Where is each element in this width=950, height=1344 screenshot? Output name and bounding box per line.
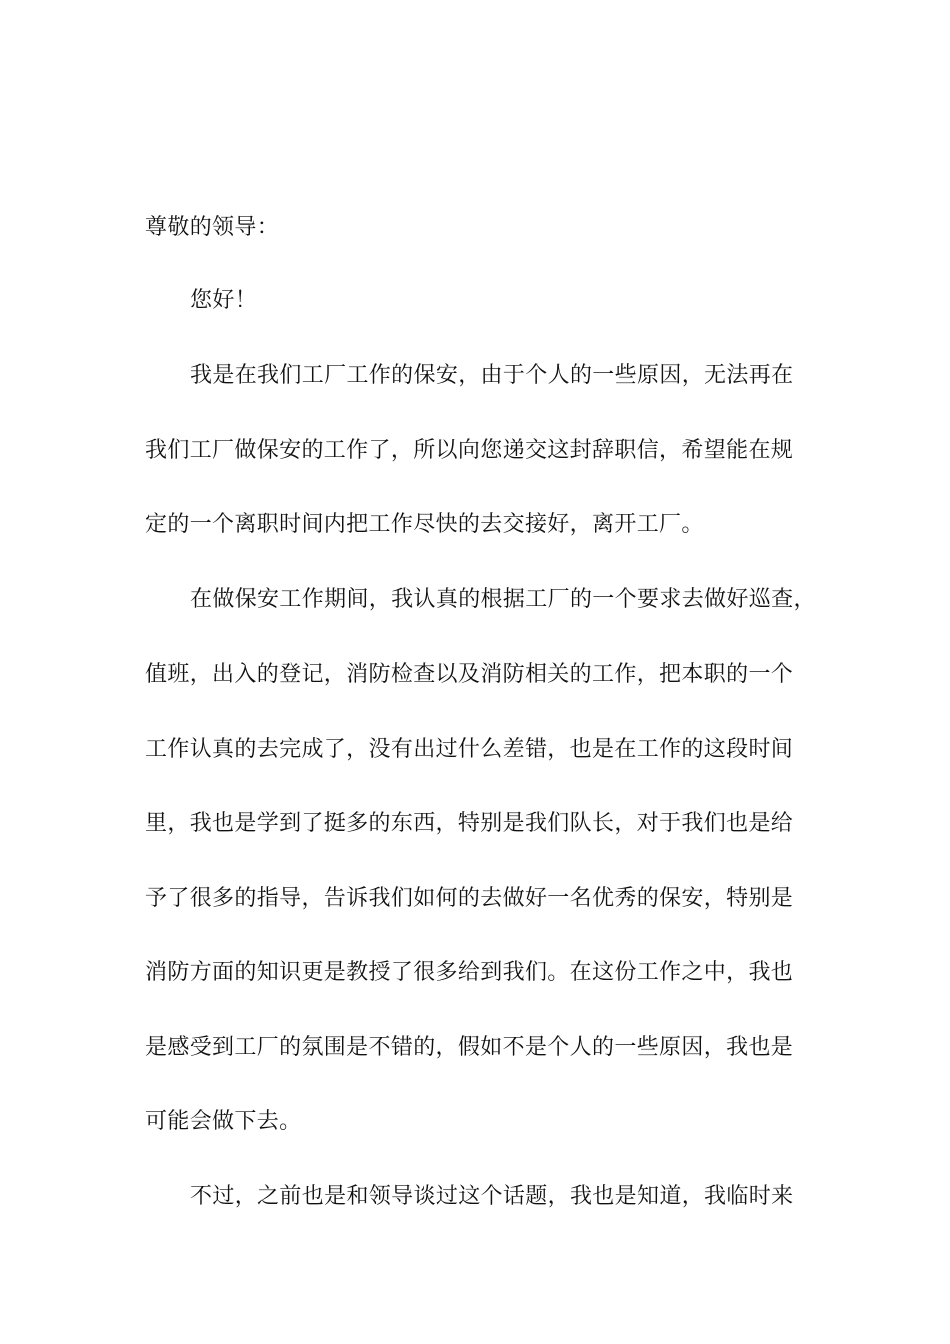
paragraph-2-line-4: 里，我也是学到了挺多的东西，特别是我们队长，对于我们也是给	[145, 811, 794, 836]
greeting: 您好！	[190, 288, 258, 313]
paragraph-1-line-1: 我是在我们工厂工作的保安，由于个人的一些原因，无法再在	[190, 363, 794, 388]
paragraph-2-line-6: 消防方面的知识更是教授了很多给到我们。在这份工作之中，我也	[145, 960, 794, 985]
paragraph-3-line-1: 不过，之前也是和领导谈过这个话题，我也是知道，我临时来	[190, 1184, 794, 1209]
salutation: 尊敬的领导：	[145, 215, 280, 240]
paragraph-2-line-3: 工作认真的去完成了，没有出过什么差错，也是在工作的这段时间	[145, 737, 794, 762]
paragraph-2-line-1: 在做保安工作期间，我认真的根据工厂的一个要求去做好巡查，	[190, 587, 816, 612]
paragraph-1-line-2: 我们工厂做保安的工作了，所以向您递交这封辞职信，希望能在规	[145, 438, 794, 463]
paragraph-1-line-3: 定的一个离职时间内把工作尽快的去交接好，离开工厂。	[145, 512, 704, 537]
paragraph-2-line-8: 可能会做下去。	[145, 1109, 302, 1134]
paragraph-2-line-5: 予了很多的指导，告诉我们如何的去做好一名优秀的保安，特别是	[145, 886, 794, 911]
paragraph-2-line-2: 值班，出入的登记，消防检查以及消防相关的工作，把本职的一个	[145, 662, 794, 687]
paragraph-2-line-7: 是感受到工厂的氛围是不错的，假如不是个人的一些原因，我也是	[145, 1035, 794, 1060]
